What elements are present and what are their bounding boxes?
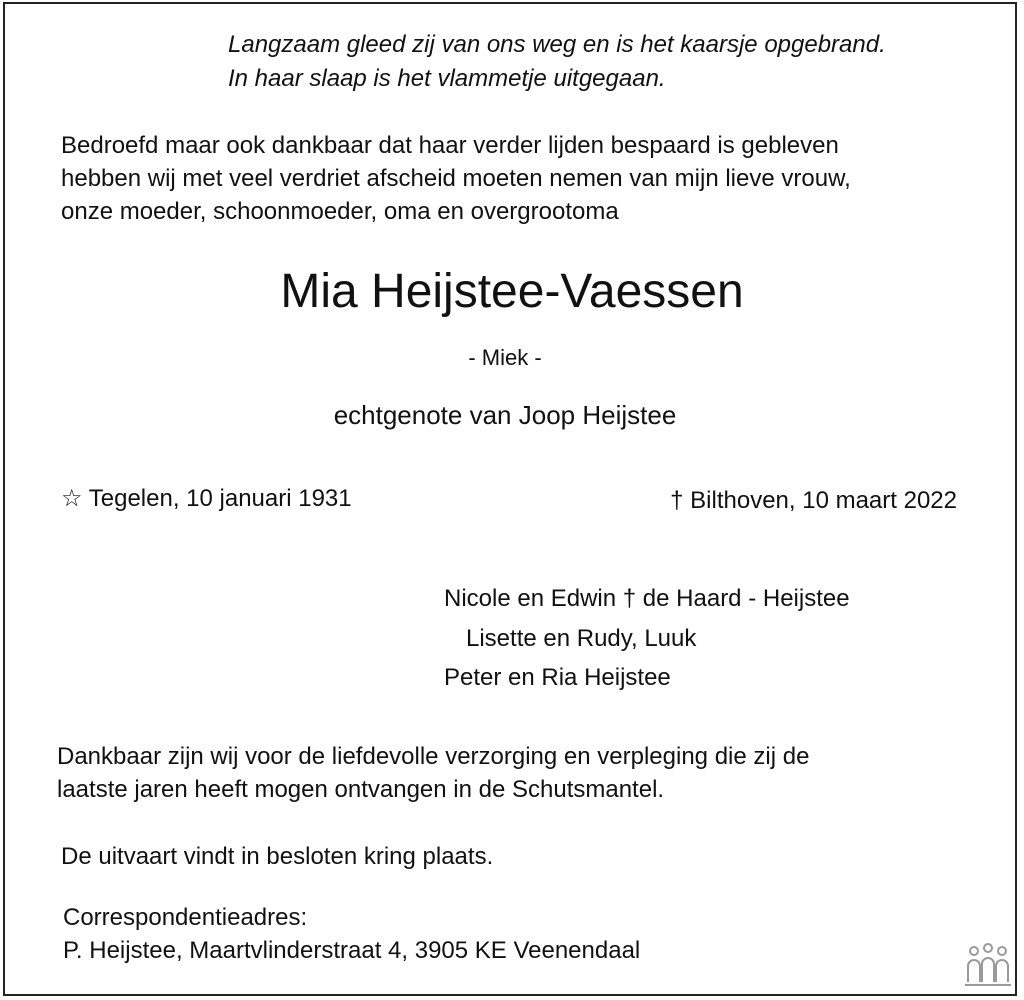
star-icon: ☆ bbox=[61, 485, 83, 512]
birth-text: Tegelen, 10 januari 1931 bbox=[88, 485, 352, 512]
death-text: Bilthoven, 10 maart 2022 bbox=[690, 487, 957, 514]
cross-icon: † bbox=[670, 487, 684, 514]
correspondence bbox=[63, 901, 640, 967]
birth-date bbox=[61, 482, 352, 515]
poem-line-1: Langzaam gleed zij van ons weg en is het kaarsje opgebrand. bbox=[228, 31, 886, 58]
family-line-1-second: de Haard - Heijstee bbox=[642, 585, 850, 612]
correspondence-label: Correspondentieadres: bbox=[63, 904, 308, 931]
poem-line-2: In haar slaap is het vlammetje uitgegaan. bbox=[228, 65, 666, 92]
thanks-line-2: laatste jaren heeft mogen ontvangen in de Schutsmantel. bbox=[57, 776, 665, 803]
thanks-text bbox=[57, 740, 809, 806]
intro-line-1: Bedroefd maar ook dankbaar dat haar verder lijden bespaard is gebleven bbox=[61, 132, 839, 159]
family-line-2: Lisette en Rudy, Luuk bbox=[466, 625, 697, 652]
deceased-nickname: - Miek - bbox=[468, 345, 542, 370]
people-group-icon bbox=[962, 942, 1014, 988]
family-line-1 bbox=[444, 582, 850, 615]
intro-line-2: hebben wij met veel verdriet afscheid moeten nemen van mijn lieve vrouw, bbox=[61, 165, 851, 192]
cross-icon: † bbox=[622, 585, 637, 612]
family-line-1-first: Nicole en Edwin bbox=[444, 585, 617, 612]
spouse-line: echtgenote van Joop Heijstee bbox=[333, 400, 677, 430]
poem bbox=[228, 28, 886, 96]
correspondence-address: P. Heijstee, Maartvlinderstraat 4, 3905 KE Veenendaal bbox=[63, 937, 641, 964]
intro-text bbox=[61, 129, 851, 228]
intro-line-3: onze moeder, schoonmoeder, oma en overgrootoma bbox=[61, 198, 619, 225]
thanks-line-1: Dankbaar zijn wij voor de liefdevolle verzorging en verpleging die zij de bbox=[57, 743, 810, 770]
family-line-3: Peter en Ria Heijstee bbox=[444, 664, 671, 691]
deceased-name: Mia Heijstee-Vaessen bbox=[280, 265, 744, 318]
funeral-notice: De uitvaart vindt in besloten kring plaats. bbox=[61, 843, 494, 870]
death-date bbox=[670, 484, 957, 517]
